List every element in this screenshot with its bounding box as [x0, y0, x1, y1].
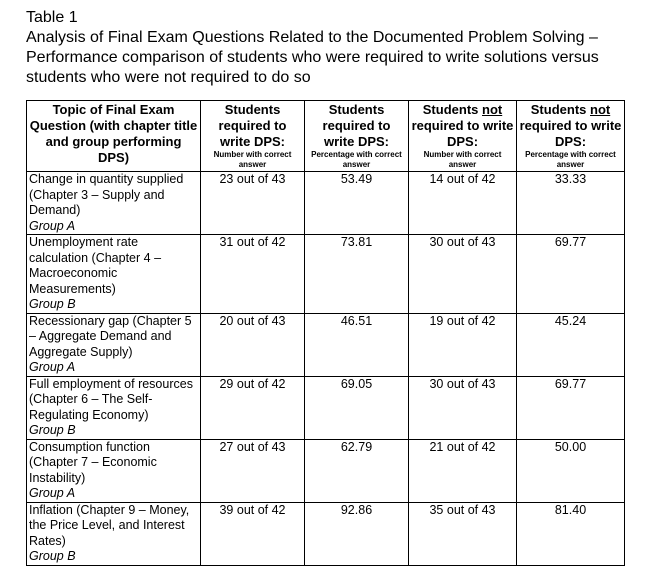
- notreq-pct-cell: 50.00: [517, 439, 625, 502]
- notreq-pct-cell: 69.77: [517, 376, 625, 439]
- header-row: [27, 101, 625, 172]
- req-pct-cell: 62.79: [305, 439, 409, 502]
- header-col4: Students not required to write DPS: Percentage with correct answer: [517, 101, 625, 172]
- topic-cell: Consumption function (Chapter 7 – Economic Instability) Group A: [27, 439, 201, 502]
- req-pct-cell: 53.49: [305, 172, 409, 235]
- req-num-cell: 29 out of 42: [201, 376, 305, 439]
- table-row: [27, 439, 625, 502]
- req-pct-cell: 69.05: [305, 376, 409, 439]
- notreq-num-cell: 35 out of 43: [409, 502, 517, 565]
- topic-cell: Recessionary gap (Chapter 5 – Aggregate Demand and Aggregate Supply) Group A: [27, 313, 201, 376]
- req-pct-cell: 92.86: [305, 502, 409, 565]
- table-row: [27, 376, 625, 439]
- req-num-cell: 39 out of 42: [201, 502, 305, 565]
- req-num-cell: 27 out of 43: [201, 439, 305, 502]
- table-caption: [26, 8, 636, 88]
- notreq-num-cell: 30 out of 43: [409, 376, 517, 439]
- header-col1-sub: Number with correct answer: [213, 150, 292, 169]
- header-col1: Students required to write DPS: Number with correct answer: [201, 101, 305, 172]
- notreq-num-cell: 21 out of 42: [409, 439, 517, 502]
- notreq-pct-cell: 69.77: [517, 235, 625, 314]
- req-num-cell: 31 out of 42: [201, 235, 305, 314]
- table-row: [27, 502, 625, 565]
- notreq-pct-cell: 81.40: [517, 502, 625, 565]
- header-col2: Students required to write DPS: Percentage with correct answer: [305, 101, 409, 172]
- header-col4-sub: Percentage with correct answer: [525, 150, 616, 169]
- req-pct-cell: 73.81: [305, 235, 409, 314]
- req-num-cell: 20 out of 43: [201, 313, 305, 376]
- results-table: [26, 100, 625, 566]
- table-row: [27, 313, 625, 376]
- topic-cell: Full employment of resources (Chapter 6 – The Self-Regulating Economy) Group B: [27, 376, 201, 439]
- table-title: Analysis of Final Exam Questions Related to the Documented Problem Solving – Performance comparison of students who were required to write solutions versus students who were not required to do so: [26, 29, 599, 86]
- table-label: Table 1: [26, 9, 78, 26]
- header-topic: Topic of Final Exam Question (with chapter title and group performing DPS): [27, 101, 201, 172]
- notreq-num-cell: 14 out of 42: [409, 172, 517, 235]
- header-col3: Students not required to write DPS: Number with correct answer: [409, 101, 517, 172]
- notreq-num-cell: 19 out of 42: [409, 313, 517, 376]
- topic-cell: Change in quantity supplied (Chapter 3 – Supply and Demand) Group A: [27, 172, 201, 235]
- header-col2-sub: Percentage with correct answer: [311, 150, 402, 169]
- req-num-cell: 23 out of 43: [201, 172, 305, 235]
- topic-cell: Unemployment rate calculation (Chapter 4 – Macroeconomic Measurements) Group B: [27, 235, 201, 314]
- table-row: [27, 235, 625, 314]
- req-pct-cell: 46.51: [305, 313, 409, 376]
- topic-cell: Inflation (Chapter 9 – Money, the Price Level, and Interest Rates) Group B: [27, 502, 201, 565]
- table-row: [27, 172, 625, 235]
- notreq-num-cell: 30 out of 43: [409, 235, 517, 314]
- header-col3-sub: Number with correct answer: [423, 150, 502, 169]
- notreq-pct-cell: 45.24: [517, 313, 625, 376]
- notreq-pct-cell: 33.33: [517, 172, 625, 235]
